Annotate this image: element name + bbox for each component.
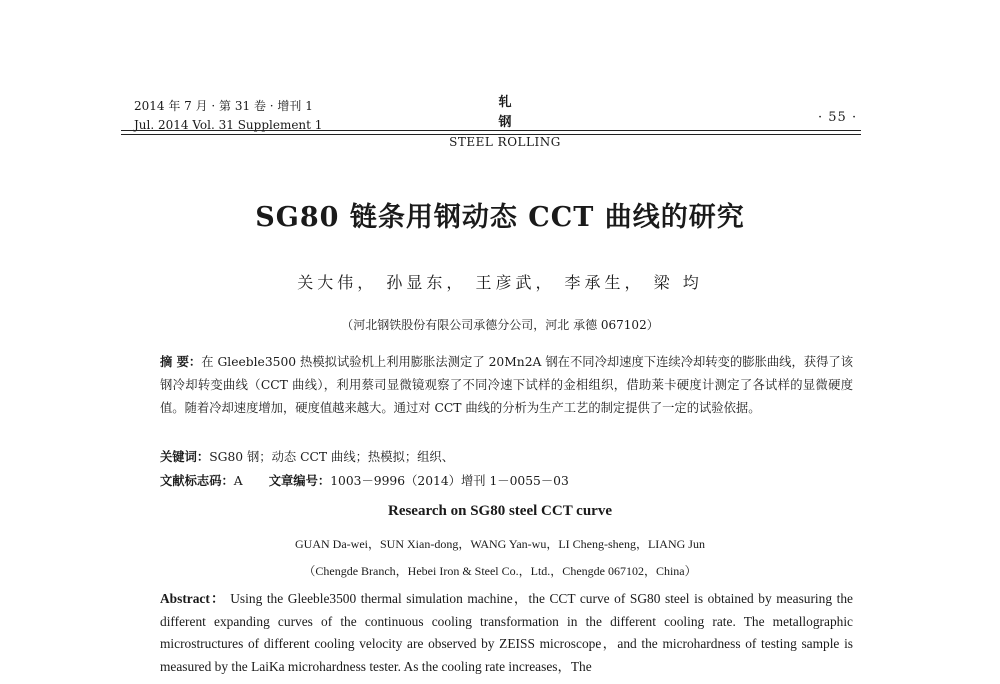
- article-no-label: 文章编号：: [268, 473, 331, 488]
- keywords-label: 关键词：: [160, 449, 210, 464]
- abstract-cn-label: 摘 要：: [160, 354, 202, 369]
- issue-info-cn: 2014 年 7 月 · 第 31 卷 · 增刊 1: [134, 99, 313, 113]
- abstract-cn-text: 在 Gleeble3500 热模拟试验机上利用膨胀法测定了 20Mn2A 钢在不同冷却速度下连续冷却转变的膨胀曲线，获得了该钢冷却转变曲线（CCT 曲线），利用蔡司显微镜观察了不同冷速下试样的金相组织，借助莱卡硬度计测定了各试样的显微硬度值。随着冷却速度增加，硬度值越来越大。通过对 CCT 曲线的分析为生产工艺的制定提供了一定的试验依据。: [160, 355, 854, 415]
- affiliation-en: （Chengde Branch，Hebei Iron & Steel Co.，Ltd.，Chengde 067102，China）: [303, 564, 697, 578]
- page-number: · 55 ·: [818, 110, 858, 125]
- abstract-en: [160, 588, 853, 678]
- doc-code-value: A: [233, 474, 243, 488]
- issue-info-en: Jul. 2014 Vol. 31 Supplement 1: [134, 118, 323, 132]
- article-title-en: Research on SG80 steel CCT curve: [387, 503, 612, 519]
- keywords-text: SG80 钢；动态 CCT 曲线；热模拟；组织、: [209, 450, 455, 464]
- abstract-en-label: Abstract：: [160, 591, 226, 606]
- abstract-cn: [160, 350, 853, 420]
- authors-cn: 关大伟， 孙显东， 王彦武， 李承生， 梁 均: [297, 273, 703, 292]
- authors-en: GUAN Da-wei，SUN Xian-dong，WANG Yan-wu，LI Cheng-sheng，LIANG Jun: [295, 537, 705, 551]
- article-title-cn: SG80 链条用钢动态 CCT 曲线的研究: [255, 202, 745, 233]
- header-rule-top: [121, 130, 861, 131]
- abstract-en-text: Using the Gleeble3500 thermal simulation machine，the CCT curve of SG80 steel is obtained by measuring the different expanding curves of the continuous cooling transformation in the different cooling rate. The metallographic microstructures of different cooling velocity are observed by ZEISS microscope，and the microhardness of testing sample is measured by the LaiKa microhardness tester. As the cooling rate increases，The: [160, 591, 853, 674]
- document-codes: [160, 471, 569, 491]
- journal-name: [440, 93, 570, 151]
- article-no-value: 1003－9996（2014）增刊 1－0055－03: [330, 474, 569, 488]
- journal-name-en: STEEL ROLLING: [449, 135, 561, 149]
- header-rule-bottom: [121, 134, 861, 135]
- journal-name-cn: 轧 钢: [498, 95, 542, 130]
- doc-code-label: 文献标志码：: [160, 473, 234, 488]
- keywords-cn: [160, 447, 454, 467]
- affiliation-cn: （河北钢铁股份有限公司承德分公司，河北 承德 067102）: [341, 318, 659, 332]
